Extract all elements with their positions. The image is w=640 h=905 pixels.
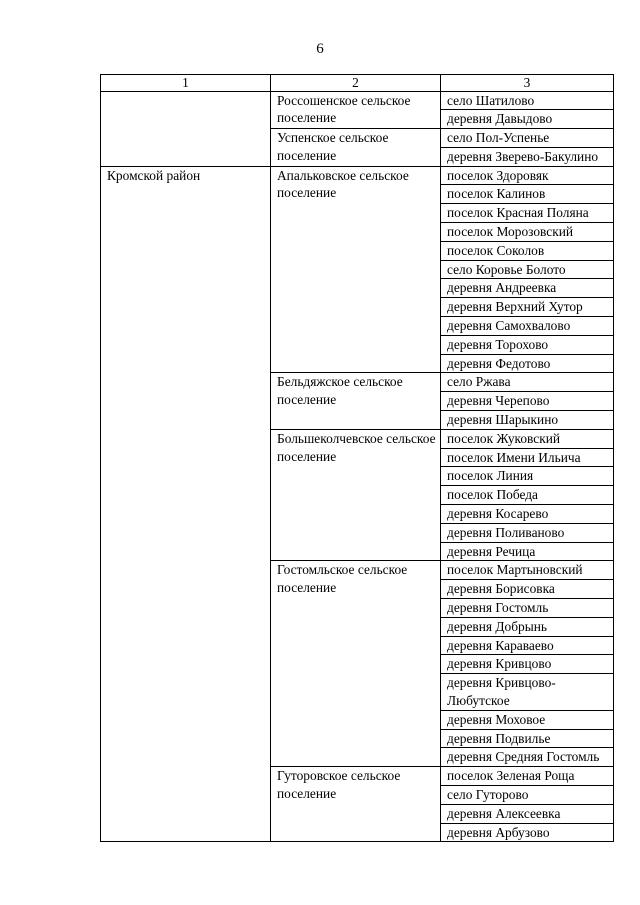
locality-cell: деревня Моховое xyxy=(441,710,614,729)
locality-cell: деревня Борисовка xyxy=(441,580,614,599)
locality-cell: деревня Кривцово xyxy=(441,655,614,674)
locality-cell: деревня Верхний Хутор xyxy=(441,298,614,317)
header-cell: 2 xyxy=(271,75,441,92)
district-cell xyxy=(101,91,271,166)
locality-cell: деревня Речица xyxy=(441,542,614,561)
settlement-cell: Успенское сельское поселение xyxy=(271,129,441,167)
locality-cell: деревня Андреевка xyxy=(441,279,614,298)
locality-cell: село Ржава xyxy=(441,373,614,392)
locality-cell: поселок Калинов xyxy=(441,185,614,204)
locality-cell: поселок Зеленая Роща xyxy=(441,767,614,786)
locality-cell: село Шатилово xyxy=(441,91,614,110)
locality-cell: поселок Линия xyxy=(441,467,614,486)
locality-cell: поселок Красная Поляна xyxy=(441,204,614,223)
settlement-cell: Россошенское сельское поселение xyxy=(271,91,441,129)
locality-cell: поселок Соколов xyxy=(441,241,614,260)
locality-cell: поселок Морозовский xyxy=(441,223,614,242)
locality-cell: деревня Кривцово-Любутское xyxy=(441,674,614,711)
locality-cell: деревня Арбузово xyxy=(441,823,614,842)
header-cell: 3 xyxy=(441,75,614,92)
locality-cell: деревня Черепово xyxy=(441,392,614,411)
locality-cell: деревня Алексеевка xyxy=(441,804,614,823)
district-cell: Кромской район xyxy=(101,166,271,842)
locality-cell: поселок Мартыновский xyxy=(441,561,614,580)
locality-cell: деревня Гостомль xyxy=(441,599,614,618)
locality-cell: село Гуторово xyxy=(441,785,614,804)
locality-cell: деревня Косарево xyxy=(441,505,614,524)
locality-cell: деревня Поливаново xyxy=(441,523,614,542)
locality-cell: деревня Зверево-Бакулино xyxy=(441,147,614,166)
page-number: 6 xyxy=(316,41,324,57)
locality-cell: деревня Давыдово xyxy=(441,110,614,129)
locality-cell: поселок Имени Ильича xyxy=(441,448,614,467)
settlement-cell: Апальковское сельское поселение xyxy=(271,166,441,373)
locality-cell: деревня Добрынь xyxy=(441,617,614,636)
table-row xyxy=(101,166,614,185)
locality-cell: деревня Подвилье xyxy=(441,729,614,748)
table-row xyxy=(101,91,614,110)
table-body xyxy=(101,91,614,842)
locality-cell: село Коровье Болото xyxy=(441,260,614,279)
locality-cell: поселок Победа xyxy=(441,486,614,505)
locality-cell: село Пол-Успенье xyxy=(441,129,614,148)
locality-cell: деревня Самохвалово xyxy=(441,317,614,336)
locality-cell: деревня Шарыкино xyxy=(441,411,614,430)
locality-cell: деревня Средняя Гостомль xyxy=(441,748,614,767)
locality-cell: поселок Жуковский xyxy=(441,429,614,448)
header-cell: 1 xyxy=(101,75,271,92)
settlement-cell: Большеколчевское сельское поселение xyxy=(271,429,441,561)
settlement-cell: Бельдяжское сельское поселение xyxy=(271,373,441,429)
locality-cell: деревня Торохово xyxy=(441,335,614,354)
header-row xyxy=(101,75,614,92)
settlement-cell: Гуторовское сельское поселение xyxy=(271,767,441,842)
settlement-cell: Гостомльское сельское поселение xyxy=(271,561,441,767)
settlements-table xyxy=(100,74,614,842)
locality-cell: деревня Федотово xyxy=(441,354,614,373)
locality-cell: поселок Здоровяк xyxy=(441,166,614,185)
locality-cell: деревня Караваево xyxy=(441,636,614,655)
